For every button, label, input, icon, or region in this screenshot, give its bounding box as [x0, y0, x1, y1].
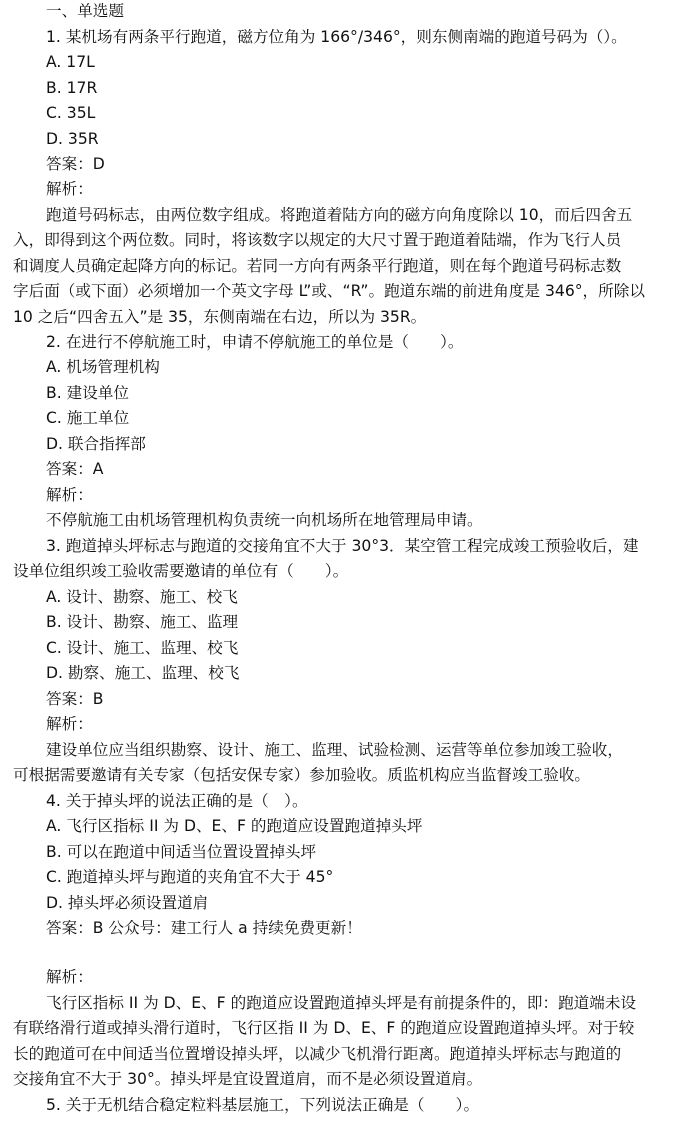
section-title: 一、单选题: [46, 2, 124, 20]
question-5-stem: 5. 关于无机结合稳定粒料基层施工，下列说法正确是（ ）。: [46, 1096, 480, 1114]
question-2-option-a: A. 机场管理机构: [46, 358, 160, 376]
question-3-stem: 3. 跑道掉头坪标志与跑道的交接角宜不大于 30°3．某空管工程完成竣工预验收后，建: [46, 537, 639, 555]
question-1-analysis-line: 入，即得到这个两位数。同时，将该数字以规定的大尺寸置于跑道着陆端，作为飞行人员: [13, 231, 622, 249]
question-2-option-d: D. 联合指挥部: [46, 435, 146, 453]
question-1-stem: 1. 某机场有两条平行跑道，磁方位角为 166°/346°，则东侧南端的跑道号码为（）。: [46, 28, 627, 46]
question-4-option-b: B. 可以在跑道中间适当位置设置掉头坪: [46, 843, 317, 861]
question-4-analysis-line: 有联络滑行道或掉头滑行道时，飞行区指 II 为 D、E、F 的跑道应设置跑道掉头坪。对于较: [13, 1019, 635, 1037]
question-1-analysis-label: 解析：: [46, 180, 93, 198]
question-3-option-c: C. 设计、施工、监理、校飞: [46, 639, 239, 657]
question-3-option-b: B. 设计、勘察、施工、监理: [46, 613, 239, 631]
question-2-analysis-label: 解析：: [46, 486, 93, 504]
question-1-option-c: C. 35L: [46, 104, 96, 122]
question-2-option-c: C. 施工单位: [46, 409, 130, 427]
question-4-option-c: C. 跑道掉头坪与跑道的夹角宜不大于 45°: [46, 868, 334, 886]
question-4-stem: 4. 关于掉头坪的说法正确的是（ ）。: [46, 792, 308, 810]
question-4-analysis-line: 长的跑道可在中间适当位置增设掉头坪，以减少飞机滑行距离。跑道掉头坪标志与跑道的: [13, 1045, 622, 1063]
question-3-stem: 设单位组织竣工验收需要邀请的单位有（ ）。: [13, 562, 349, 580]
question-4-answer: 答案：B 公众号：建工行人 a 持续免费更新！: [46, 919, 362, 937]
question-1-answer: 答案：D: [46, 155, 105, 173]
question-3-analysis-label: 解析：: [46, 715, 93, 733]
question-3-option-d: D. 勘察、施工、监理、校飞: [46, 664, 240, 682]
question-2-analysis-line: 不停航施工由机场管理机构负责统一向机场所在地管理局申请。: [46, 511, 483, 529]
question-3-answer: 答案：B: [46, 690, 104, 708]
question-4-option-d: D. 掉头坪必须设置道肩: [46, 894, 209, 912]
question-3-analysis-line: 建设单位应当组织勘察、设计、施工、监理、试验检测、运营等单位参加竣工验收，: [46, 741, 623, 759]
question-4-analysis-label: 解析：: [46, 968, 93, 986]
question-2-stem: 2. 在进行不停航施工时，申请不停航施工的单位是（ ）。: [46, 333, 464, 351]
question-1-analysis-line: 和调度人员确定起降方向的标记。若同一方向有两条平行跑道，则在每个跑道号码标志数: [13, 257, 622, 275]
question-1-option-b: B. 17R: [46, 79, 98, 97]
question-1-option-d: D. 35R: [46, 130, 99, 148]
question-4-analysis-line: 飞行区指标 II 为 D、E、F 的跑道应设置跑道掉头坪是有前提条件的，即：跑道端未设: [46, 994, 637, 1012]
question-3-analysis-line: 可根据需要邀请有关专家（包括安保专家）参加验收。质监机构应当监督竣工验收。: [13, 766, 590, 784]
question-1-analysis-line: 字后面（或下面）必须增加一个英文字母 L”或、“R”。跑道东端的前进角度是 346°，所除以: [13, 282, 645, 300]
question-1-analysis-line: 跑道号码标志，由两位数字组成。将跑道着陆方向的磁方向角度除以 10，而后四舍五: [46, 206, 633, 224]
question-2-answer: 答案：A: [46, 460, 104, 478]
question-1-option-a: A. 17L: [46, 53, 95, 71]
question-2-option-b: B. 建设单位: [46, 384, 129, 402]
question-1-analysis-line: 10 之后“四舍五入”是 35，东侧南端在右边，所以为 35R。: [13, 308, 427, 326]
question-4-analysis-line: 交接角宜不大于 30°。掉头坪是宜设置道肩，而不是必须设置道肩。: [13, 1070, 483, 1088]
question-4-option-a: A. 飞行区指标 II 为 D、E、F 的跑道应设置跑道掉头坪: [46, 817, 423, 835]
question-3-option-a: A. 设计、勘察、施工、校飞: [46, 588, 238, 606]
